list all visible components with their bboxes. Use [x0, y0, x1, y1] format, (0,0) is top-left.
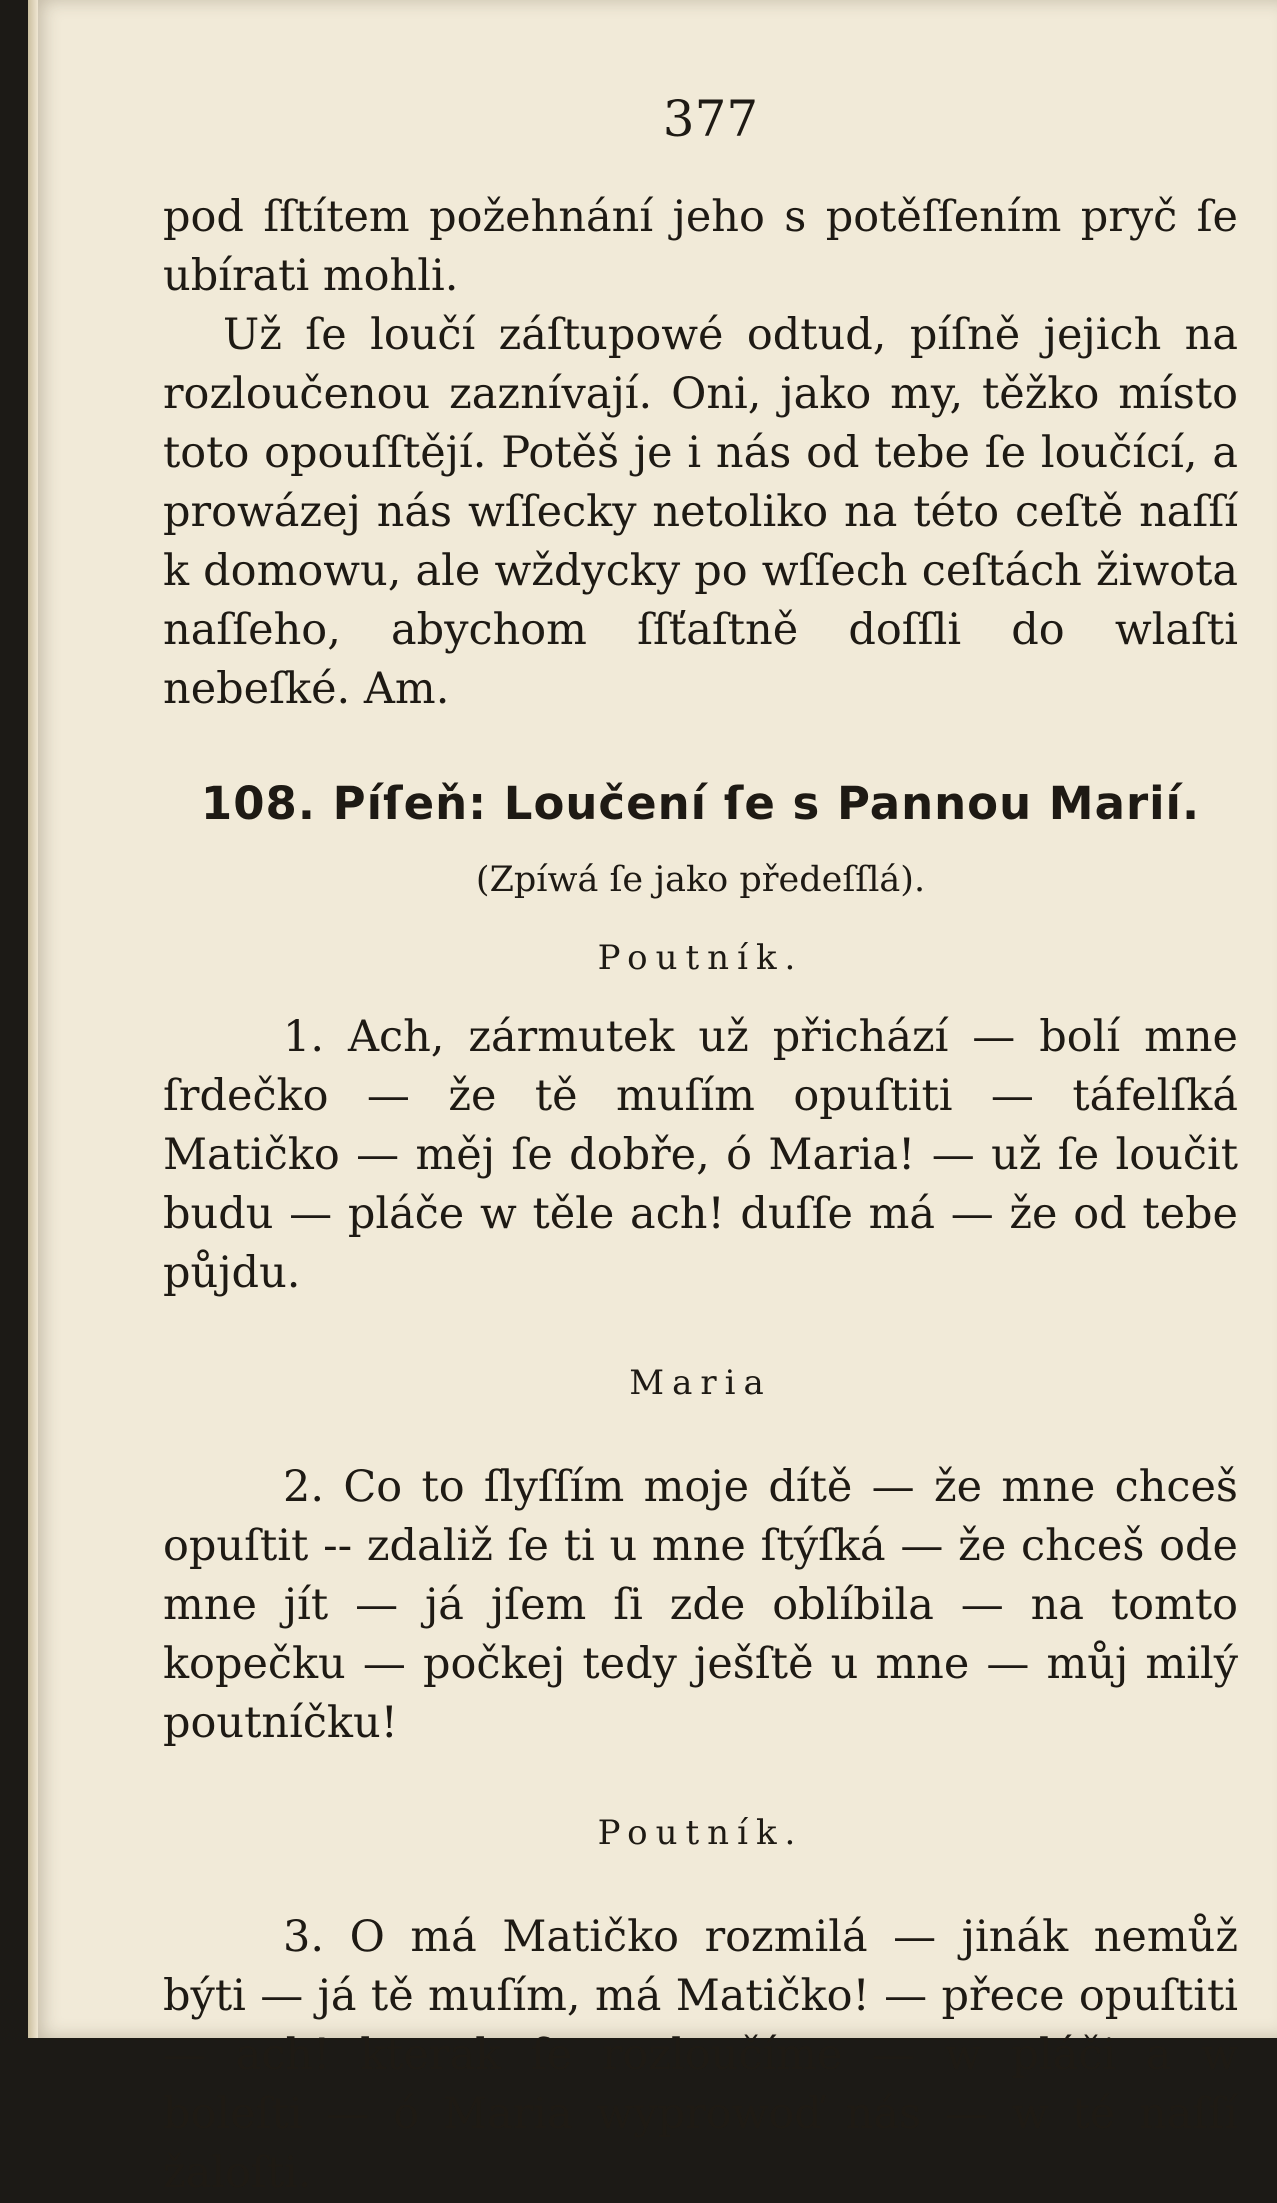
hymn-note: (Zpíwá ſe jako předeſſlá). — [475, 860, 926, 900]
intro-paragraph-1: pod ſſtítem požehnání jeho s potěſſením pryč ſe ubírati mohli. — [163, 192, 1238, 301]
speaker-label: Maria — [629, 1363, 772, 1403]
speaker-label: Poutník. — [597, 1813, 804, 1853]
intro-paragraph-2: Už ſe loučí záſtupowé odtud, píſně jejich na rozloučenou zaznívají. Oni, jako my, těžko místo toto opouſſtějí. Potěš je i nás od tebe ſe loučící, a prowázej nás wſſecky netoliko na této ceſtě naſſí k domowu, ale wždycky po wſſech ceſtách žiwota naſſeho, abychom ſſťaſtně doſſli do wlaſti nebeſké. Am. — [163, 310, 1238, 714]
hymn-title: 108. Píſeň: Loučení ſe s Pannou Marií. — [200, 777, 1201, 830]
book-page — [28, 0, 1277, 2198]
page-text — [163, 90, 1238, 2203]
verse-3: 3. O má Matičko rozmilá — jinák nemůž býti — já tě muſím, má Matičko! — přece opuſtiti — ach! kterak ſe rozloučíme — w pláči a w boleſti — ó Maria wyprowoď nás — w té naſſí žaloſti. — [163, 1912, 1238, 2198]
speaker-label: Poutník. — [597, 938, 804, 978]
verse-2: 2. Co to ſlyſſím moje dítě — že mne chceš opuſtit -- zdaliž ſe ti u mne ſtýſká — že chceš ode mne jít — já jſem ſi zde oblíbila — na tomto kopečku — počkej tedy ješſtě u mne — můj milý poutníčku! — [163, 1462, 1238, 1748]
verse-1: 1. Ach, zármutek už přichází — bolí mne ſrdečko — že tě muſím opuſtiti — táfelſká Matičko — měj ſe dobře, ó Maria! — už ſe loučit budu — pláče w těle ach! duſſe má — že od tebe půjdu. — [163, 1012, 1238, 1298]
page-number: 377 — [662, 90, 759, 148]
